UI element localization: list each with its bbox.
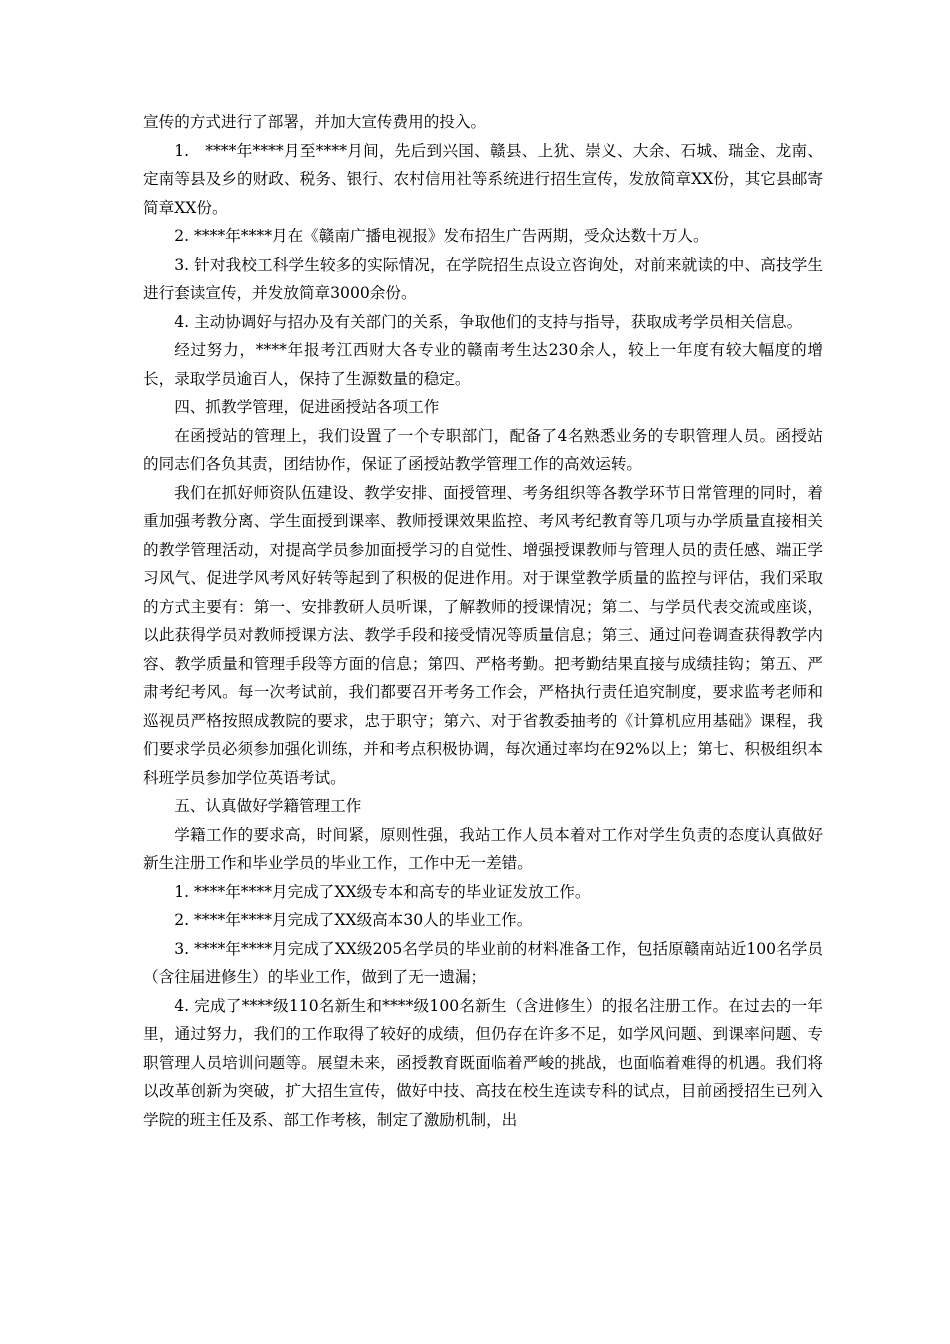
section-heading-4: 四、抓教学管理，促进函授站各项工作 (174, 398, 440, 416)
list-item-3: 3. ****年****月完成了XX级205名学员的毕业前的材料准备工作，包括原赣南站近100名学员（含往届进修生）的毕业工作，做到了无一遗漏； (143, 939, 823, 986)
list-item-4: 4. 主动协调好与招办及有关部门的关系，争取他们的支持与指导，获取成考学员相关信息。 (174, 312, 803, 331)
list-item-3: 3. 针对我校工科学生较多的实际情况，在学院招生点设立咨询处，对前来就读的中、高技学生进行套读宣传，并发放简章3000余份。 (143, 255, 823, 302)
list-item-1: 1. ****年****月完成了XX级专本和高专的毕业证发放工作。 (174, 882, 591, 901)
list-item-1: 1. ****年****月至****月间，先后到兴国、赣县、上犹、崇义、大余、石城、瑞金、龙南、定南等县及乡的财政、税务、银行、农村信用社等系统进行招生宣传，发放简章XX份，其它县邮寄简章XX份。 (143, 141, 823, 217)
list-item-2: 2. ****年****月完成了XX级高本30人的毕业工作。 (174, 911, 533, 929)
document-page (143, 108, 823, 1134)
paragraph-body: 在函授站的管理上，我们设置了一个专职部门，配备了4名熟悉业务的专职管理人员。函授站的同志们各负其责，团结协作，保证了函授站教学管理工作的高效运转。 (143, 426, 823, 473)
list-item-2: 2. ****年****月在《赣南广播电视报》发布招生广告两期，受众达数十万人。 (174, 227, 709, 245)
list-item-4: 4. 完成了****级110名新生和****级100名新生（含进修生）的报名注册工作。在过去的一年里，通过努力，我们的工作取得了较好的成绩，但仍存在许多不足，如学风问题、到课率问题、专职管理人员培训问题等。展望未来，函授教育既面临着严峻的挑战，也面临着难得的机遇。我们将以改革创新为突破，扩大招生宣传，做好中技、高技在校生连读专科的试点，目前函授招生已列入学院的班主任及系、部工作考核，制定了激励机制，出 (143, 996, 823, 1129)
paragraph-body: 学籍工作的要求高，时间紧，原则性强，我站工作人员本着对工作对学生负责的态度认真做好新生注册工作和毕业学员的毕业工作，工作中无一差错。 (143, 825, 823, 872)
paragraph-body: 我们在抓好师资队伍建设、教学安排、面授管理、考务组织等各教学环节日常管理的同时，着重加强考教分离、学生面授到课率、教师授课效果监控、考风考纪教育等几项与办学质量直接相关的教学管理活动，对提高学员参加面授学习的自觉性、增强授课教师与管理人员的责任感、端正学习风气、促进学风考风好转等起到了积极的促进作用。对于课堂教学质量的监控与评估，我们采取的方式主要有：第一、安排教研人员听课，了解教师的授课情况；第二、与学员代表交流或座谈，以此获得学员对教师授课方法、教学手段和接受情况等质量信息；第三、通过问卷调查获得教学内容、教学质量和管理手段等方面的信息；第四、严格考勤。把考勤结果直接与成绩挂钩；第五、严肃考纪考风。每一次考试前，我们都要召开考务工作会，严格执行责任追究制度，要求监考老师和巡视员严格按照成教院的要求，忠于职守；第六、对于省教委抽考的《计算机应用基础》课程，我们要求学员必须参加强化训练，并和考点积极协调，每次通过率均在92%以上；第七、积极组织本科班学员参加学位英语考试。 (143, 483, 823, 787)
paragraph-summary: 经过努力，****年报考江西财大各专业的赣南考生达230余人，较上一年度有较大幅度的增长，录取学员逾百人，保持了生源数量的稳定。 (143, 341, 823, 388)
paragraph-continuation: 宣传的方式进行了部署，并加大宣传费用的投入。 (143, 113, 487, 131)
section-heading-5: 五、认真做好学籍管理工作 (174, 797, 362, 815)
